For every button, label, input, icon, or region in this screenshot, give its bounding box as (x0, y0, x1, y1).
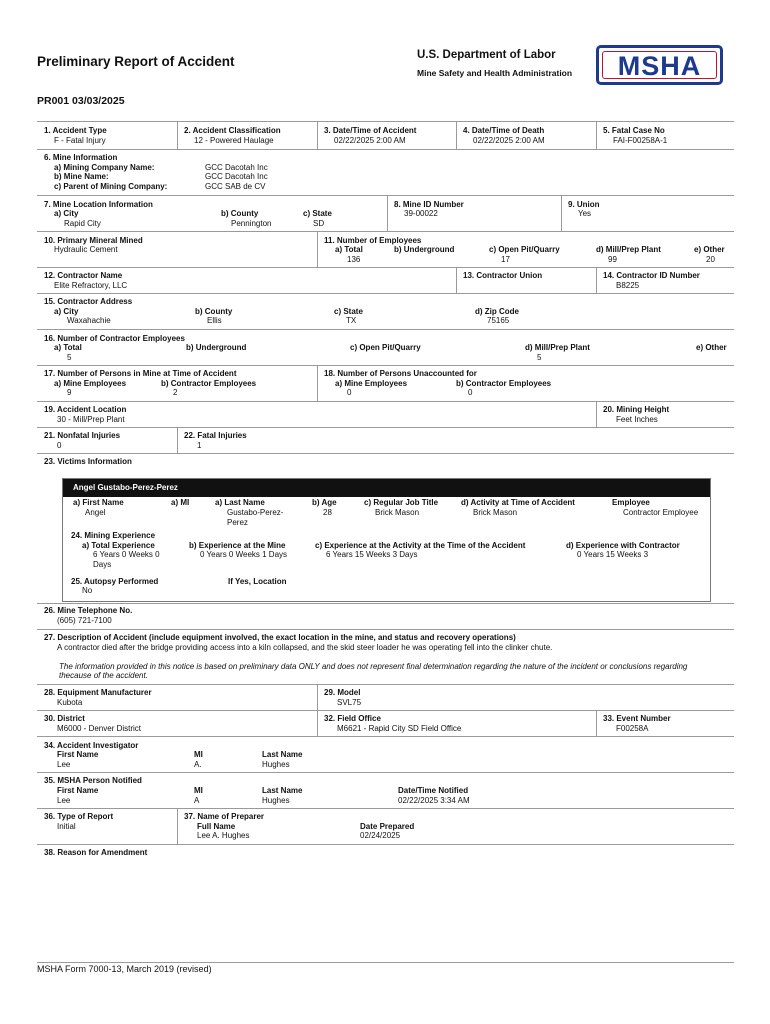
date-prepared-value: 02/24/2025 (360, 831, 401, 840)
mining-height-value: Feet Inches (616, 415, 658, 424)
victim-employee-label: Employee (612, 498, 650, 507)
victim-mi-label: a) MI (171, 498, 190, 507)
contractor-county-label: b) County (195, 307, 233, 316)
person-notified-label: 35. MSHA Person Notified (44, 776, 142, 785)
persons-contractor-employees-label: b) Contractor Employees (161, 379, 257, 388)
victim-employee-value: Contractor Employee (623, 508, 699, 517)
unaccounted-contractor-employees-value: 0 (468, 388, 473, 397)
divider (37, 401, 734, 402)
divider (37, 684, 734, 685)
employees-total-value: 136 (347, 255, 361, 264)
contractor-employees-mill-value: 5 (537, 353, 542, 362)
notified-last-name-label: Last Name (262, 786, 303, 795)
contractor-employees-total-value: 5 (67, 353, 72, 362)
divider (456, 267, 457, 293)
divider (37, 453, 734, 454)
accident-type-label: 1. Accident Type (44, 126, 107, 135)
form-footer: MSHA Form 7000-13, March 2019 (revised) (37, 964, 212, 974)
event-number-value: F00258A (616, 724, 649, 733)
contractor-id-label: 14. Contractor ID Number (603, 271, 700, 280)
fatal-injuries-value: 1 (197, 441, 202, 450)
divider (37, 149, 734, 150)
victim-first-name-label: a) First Name (73, 498, 124, 507)
mine-city-label: a) City (54, 209, 79, 218)
contractor-employees-mill-label: d) Mill/Prep Plant (525, 343, 590, 352)
employees-underground-label: b) Underground (394, 245, 455, 254)
contractor-county-value: Ellis (207, 316, 222, 325)
contractor-zip-value: 75165 (487, 316, 510, 325)
report-id: PR001 03/03/2025 (37, 95, 125, 107)
investigator-mi-label: MI (194, 750, 203, 759)
divider (37, 195, 734, 196)
contractor-employees-total-label: a) Total (54, 343, 82, 352)
investigator-mi-value: A. (194, 760, 202, 769)
contractor-name-value: Elite Refractory, LLC (54, 281, 128, 290)
employees-openpit-value: 17 (501, 255, 510, 264)
logo-text: MSHA (617, 51, 702, 81)
mine-county-label: b) County (221, 209, 259, 218)
death-datetime-label: 4. Date/Time of Death (463, 126, 545, 135)
persons-mine-employees-label: a) Mine Employees (54, 379, 127, 388)
autopsy-location-label: If Yes, Location (228, 577, 287, 586)
divider (177, 427, 178, 453)
contractor-city-label: a) City (54, 307, 79, 316)
divider (177, 121, 178, 149)
divider (37, 267, 734, 268)
divider (387, 195, 388, 231)
divider (37, 736, 734, 737)
mining-company-label: a) Mining Company Name: (54, 163, 155, 172)
victim-last-name-label: a) Last Name (215, 498, 265, 507)
activity-experience-label: c) Experience at the Activity at the Time of the Accident (315, 541, 526, 550)
model-label: 29. Model (324, 688, 361, 697)
fatal-injuries-label: 22. Fatal Injuries (184, 431, 247, 440)
contractor-employees-label: 16. Number of Contractor Employees (44, 334, 185, 343)
fatal-case-value: FAI-F00258A-1 (613, 136, 668, 145)
accident-datetime-label: 3. Date/Time of Accident (324, 126, 417, 135)
divider (37, 772, 734, 773)
autopsy-label: 25. Autopsy Performed (71, 577, 159, 586)
mine-state-value: SD (313, 219, 325, 228)
victim-last-name-value-line1: Gustabo-Perez- (227, 508, 284, 517)
contractor-state-value: TX (346, 316, 357, 325)
contractor-employees-other-label: e) Other (696, 343, 727, 352)
district-value: M6000 - Denver District (57, 724, 142, 733)
contractor-id-value: B8225 (616, 281, 640, 290)
divider (37, 629, 734, 630)
divider (596, 710, 597, 736)
employees-mill-label: d) Mill/Prep Plant (596, 245, 661, 254)
divider (177, 808, 178, 844)
union-value: Yes (578, 209, 592, 218)
divider (37, 603, 734, 604)
divider (37, 844, 734, 845)
mine-id-label: 8. Mine ID Number (394, 200, 464, 209)
divider (317, 684, 318, 710)
page-title: Preliminary Report of Accident (37, 54, 235, 69)
preliminary-notice-line2: thecause of the accident. (59, 671, 148, 680)
divider (37, 710, 734, 711)
victim-age-value: 28 (323, 508, 332, 517)
unaccounted-mine-employees-label: a) Mine Employees (335, 379, 408, 388)
accident-description-label: 27. Description of Accident (include equipment involved, the exact location in the mine, and status and recovery operations) (44, 633, 516, 642)
accident-classification-value: 12 - Powered Haulage (194, 136, 274, 145)
mine-telephone-value: (605) 721-7100 (57, 616, 112, 625)
equipment-manufacturer-value: Kubota (57, 698, 83, 707)
employees-label: 11. Number of Employees (324, 236, 422, 245)
mine-info-label: 6. Mine Information (44, 153, 118, 162)
total-experience-value-line2: Days (93, 560, 112, 569)
contractor-experience-label: d) Experience with Contractor (566, 541, 680, 550)
primary-mineral-value: Hydraulic Cement (54, 245, 118, 254)
footer-divider (37, 962, 734, 963)
mining-height-label: 20. Mining Height (603, 405, 670, 414)
divider (37, 808, 734, 809)
unaccounted-mine-employees-value: 0 (347, 388, 352, 397)
divider (596, 401, 597, 427)
victims-info-label: 23. Victims Information (44, 457, 132, 466)
divider (37, 121, 734, 122)
contractor-experience-value: 0 Years 15 Weeks 3 (577, 550, 649, 559)
persons-in-mine-label: 17. Number of Persons in Mine at Time of Accident (44, 369, 237, 378)
death-datetime-value: 02/22/2025 2:00 AM (473, 136, 545, 145)
mine-id-value: 39-00022 (404, 209, 438, 218)
divider (596, 267, 597, 293)
datetime-notified-value: 02/22/2025 3:34 AM (398, 796, 470, 805)
victim-last-name-value-line2: Perez (227, 518, 248, 527)
mine-experience-label: b) Experience at the Mine (189, 541, 286, 550)
employees-total-label: a) Total (335, 245, 363, 254)
investigator-last-name-value: Hughes (262, 760, 290, 769)
notified-mi-value: A (194, 796, 200, 805)
equipment-manufacturer-label: 28. Equipment Manufacturer (44, 688, 152, 697)
nonfatal-injuries-value: 0 (57, 441, 62, 450)
reason-amendment-label: 38. Reason for Amendment (44, 848, 148, 857)
employees-other-value: 20 (706, 255, 715, 264)
contractor-employees-underground-label: b) Underground (186, 343, 247, 352)
mine-name-label: b) Mine Name: (54, 172, 109, 181)
datetime-notified-label: Date/Time Notified (398, 786, 469, 795)
persons-mine-employees-value: 9 (67, 388, 72, 397)
divider (37, 329, 734, 330)
divider (317, 231, 318, 267)
mining-experience-label: 24. Mining Experience (71, 531, 156, 540)
parent-company-value: GCC SAB de CV (205, 182, 266, 191)
notified-first-name-value: Lee (57, 796, 71, 805)
divider (317, 710, 318, 736)
total-experience-label: a) Total Experience (82, 541, 155, 550)
divider (561, 195, 562, 231)
activity-experience-value: 6 Years 15 Weeks 3 Days (326, 550, 418, 559)
divider (456, 121, 457, 149)
victim-name-header: Angel Gustabo-Perez-Perez (63, 479, 710, 497)
victim-activity-value: Brick Mason (473, 508, 518, 517)
divider (37, 293, 734, 294)
preparer-full-name-value: Lee A. Hughes (197, 831, 250, 840)
model-value: SVL75 (337, 698, 362, 707)
mining-company-value: GCC Dacotah Inc (205, 163, 268, 172)
mine-telephone-label: 26. Mine Telephone No. (44, 606, 133, 615)
mine-experience-value: 0 Years 0 Weeks 1 Days (200, 550, 288, 559)
preliminary-notice-line1: The information provided in this notice is based on preliminary data ONLY and does not represent final determination regarding the nature of the incident or conclusions regarding (59, 662, 688, 671)
victim-first-name-value: Angel (85, 508, 106, 517)
employees-openpit-label: c) Open Pit/Quarry (489, 245, 560, 254)
employees-mill-value: 99 (608, 255, 617, 264)
divider (37, 231, 734, 232)
agency-name: Mine Safety and Health Administration (417, 68, 573, 78)
victim-job-value: Brick Mason (375, 508, 420, 517)
victim-activity-label: d) Activity at Time of Accident (461, 498, 575, 507)
contractor-name-label: 12. Contractor Name (44, 271, 123, 280)
contractor-state-label: c) State (334, 307, 363, 316)
persons-unaccounted-label: 18. Number of Persons Unaccounted for (324, 369, 477, 378)
notified-last-name-value: Hughes (262, 796, 290, 805)
field-office-label: 32. Field Office (324, 714, 381, 723)
accident-description-value: A contractor died after the bridge providing access into a kiln collapsed, and the skid steer loader he was operating fell into the clinker chute. (57, 643, 553, 652)
victim-job-label: c) Regular Job Title (364, 498, 439, 507)
report-type-label: 36. Type of Report (44, 812, 114, 821)
date-prepared-label: Date Prepared (360, 822, 415, 831)
accident-location-label: 19. Accident Location (44, 405, 127, 414)
notified-first-name-label: First Name (57, 786, 99, 795)
mine-name-value: GCC Dacotah Inc (205, 172, 268, 181)
divider (596, 121, 597, 149)
investigator-first-name-label: First Name (57, 750, 99, 759)
investigator-label: 34. Accident Investigator (44, 741, 139, 750)
contractor-employees-openpit-label: c) Open Pit/Quarry (350, 343, 421, 352)
contractor-city-value: Waxahachie (67, 316, 111, 325)
preparer-label: 37. Name of Preparer (184, 812, 265, 821)
fatal-case-label: 5. Fatal Case No (603, 126, 665, 135)
divider (37, 365, 734, 366)
primary-mineral-label: 10. Primary Mineral Mined (44, 236, 143, 245)
preparer-full-name-label: Full Name (197, 822, 236, 831)
nonfatal-injuries-label: 21. Nonfatal Injuries (44, 431, 121, 440)
employees-other-label: e) Other (694, 245, 725, 254)
investigator-last-name-label: Last Name (262, 750, 303, 759)
total-experience-value-line1: 6 Years 0 Weeks 0 (93, 550, 160, 559)
contractor-union-label: 13. Contractor Union (463, 271, 543, 280)
msha-logo (596, 45, 723, 85)
union-label: 9. Union (568, 200, 600, 209)
field-office-value: M6621 - Rapid City SD Field Office (337, 724, 462, 733)
unaccounted-contractor-employees-label: b) Contractor Employees (456, 379, 552, 388)
mine-location-label: 7. Mine Location Information (44, 200, 153, 209)
contractor-zip-label: d) Zip Code (475, 307, 519, 316)
event-number-label: 33. Event Number (603, 714, 671, 723)
district-label: 30. District (44, 714, 85, 723)
persons-contractor-employees-value: 2 (173, 388, 178, 397)
investigator-first-name-value: Lee (57, 760, 71, 769)
mine-city-value: Rapid City (64, 219, 101, 228)
victim-card (62, 478, 711, 602)
mine-state-label: c) State (303, 209, 332, 218)
mine-county-value: Pennington (231, 219, 272, 228)
contractor-address-label: 15. Contractor Address (44, 297, 133, 306)
autopsy-value: No (82, 586, 93, 595)
divider (37, 427, 734, 428)
divider (317, 365, 318, 401)
victim-age-label: b) Age (312, 498, 337, 507)
accident-type-value: F - Fatal Injury (54, 136, 106, 145)
department-name: U.S. Department of Labor (417, 49, 556, 61)
accident-datetime-value: 02/22/2025 2:00 AM (334, 136, 406, 145)
accident-classification-label: 2. Accident Classification (184, 126, 281, 135)
notified-mi-label: MI (194, 786, 203, 795)
report-type-value: Initial (57, 822, 76, 831)
accident-location-value: 30 - Mill/Prep Plant (57, 415, 125, 424)
divider (317, 121, 318, 149)
parent-company-label: c) Parent of Mining Company: (54, 182, 168, 191)
